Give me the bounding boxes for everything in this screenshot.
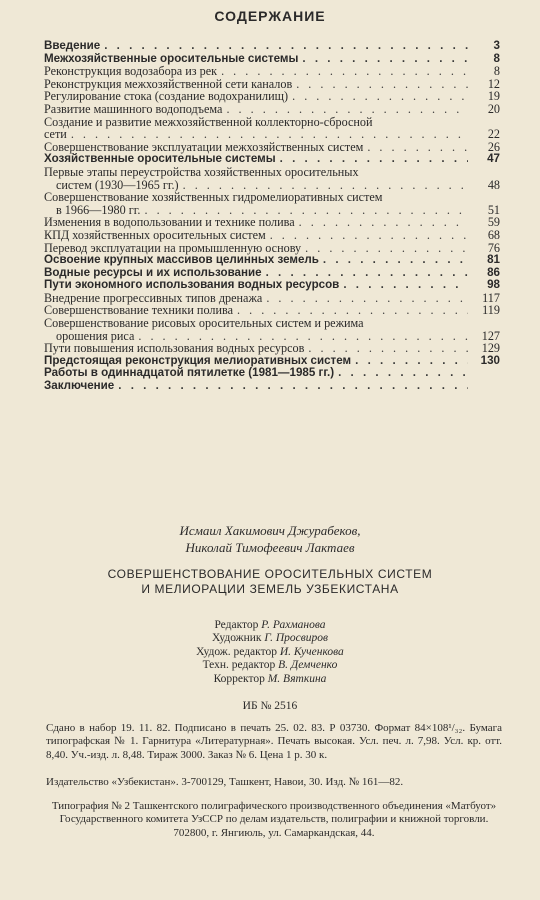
toc-page-number: 76 (487, 240, 500, 255)
editorial-staff (0, 619, 540, 686)
toc-entry-title: Хозяйственные оросительные системы (44, 152, 276, 166)
staff-line (0, 673, 540, 686)
toc-entry (44, 65, 500, 78)
leader-dots (292, 90, 468, 103)
toc-entry (44, 166, 500, 191)
toc-page-number: 86 (487, 265, 500, 279)
toc-entry (44, 103, 500, 116)
leader-dots (323, 254, 468, 267)
toc-page-number: 20 (487, 101, 500, 116)
contents-heading: СОДЕРЖАНИЕ (214, 8, 326, 24)
leader-dots (355, 355, 468, 368)
toc-entry-title: Развитие машинного водоподъема (44, 101, 223, 116)
leader-dots (71, 128, 468, 141)
toc-page-number: 22 (487, 127, 500, 142)
toc-page-number: 51 (487, 202, 500, 217)
table-of-contents (44, 40, 500, 393)
toc-page-number: 81 (487, 253, 500, 267)
toc-entry-title: систем (1930—1965 гг.) (56, 177, 179, 192)
toc-entry-title: Реконструкция водозабора из рек (44, 64, 218, 79)
staff-role: Художник (212, 632, 262, 645)
publisher-line: Издательство «Узбекистан». 3-700129, Ташкент, Навои, 30. Изд. № 161—82. (46, 776, 404, 788)
toc-page-number: 129 (481, 341, 500, 356)
colophon (0, 522, 540, 712)
toc-entry (44, 191, 500, 216)
leader-dots (299, 216, 468, 229)
toc-entry (44, 229, 500, 242)
toc-page-number: 59 (487, 215, 500, 230)
toc-page-number: 3 (493, 39, 500, 52)
toc-page-number: 19 (487, 89, 500, 104)
leader-dots (270, 229, 468, 242)
toc-entry-title: Заключение (44, 379, 115, 393)
toc-page-number: 12 (487, 76, 500, 91)
toc-entry (44, 254, 500, 267)
toc-entry-title: Введение (44, 39, 101, 52)
staff-name: В. Демченко (278, 659, 338, 672)
toc-entry-line: Создание и развитие межхозяйственной коллекторно-сбросной (44, 114, 373, 129)
toc-entry-title: Водные ресурсы и их использование (44, 265, 262, 279)
toc-entry-title: Перевод эксплуатации на промышленную основу (44, 240, 302, 255)
leader-dots (296, 78, 468, 91)
staff-line (0, 659, 540, 672)
leader-dots (305, 242, 468, 255)
toc-entry-title: Изменения в водопользовании и технике полива (44, 215, 295, 230)
toc-entry (44, 279, 500, 292)
toc-page-number: 8 (493, 64, 500, 79)
toc-entry-title: КПД хозяйственных оросительных систем (44, 227, 266, 242)
author-1: Исмаил Хакимович Джурабеков, (179, 523, 361, 538)
toc-entry-title: Работы в одиннадцатой пятилетке (1981—1985 гг.) (44, 366, 335, 380)
printer-info: Типография № 2 Ташкентского полиграфического производственного объединения «Матбуот» Государственного комитета УзССР по делам издательств, полиграфии и книжной торговли. 702800, г. Янгиюль, ул. Самаркандская, 44. (51, 800, 497, 839)
toc-entry (44, 380, 500, 393)
toc-entry (44, 40, 500, 53)
toc-entry (44, 317, 500, 342)
staff-name: И. Кученкова (279, 645, 344, 658)
toc-page-number: 68 (487, 227, 500, 242)
staff-role: Худож. редактор (196, 645, 277, 658)
book-title-line-1: СОВЕРШЕНСТВОВАНИЕ ОРОСИТЕЛЬНЫХ СИСТЕМ (107, 567, 433, 581)
staff-name: Р. Рахманова (261, 619, 326, 631)
toc-page-number: 47 (487, 152, 500, 166)
leader-dots (118, 380, 468, 393)
toc-page-number: 117 (482, 290, 500, 305)
leader-dots (367, 141, 468, 154)
toc-entry-title: Реконструкция межхозяйственной сети каналов (44, 76, 293, 91)
toc-page-number: 48 (487, 177, 500, 192)
staff-role: Техн. редактор (202, 659, 276, 672)
toc-entry-title: Пути экономного использования водных ресурсов (44, 278, 340, 292)
toc-entry-title: в 1966—1980 гг. (56, 202, 141, 217)
staff-name: Г. Просвиров (264, 632, 328, 645)
toc-page-number: 8 (493, 51, 500, 65)
toc-entry-title: Предстоящая реконструкция мелиоративных систем (44, 353, 352, 367)
toc-entry-title: Регулирование стока (создание водохранилищ) (44, 89, 289, 104)
print-details: Сдано в набор 19. 11. 82. Подписано в печать 25. 02. 83. Р 03730. Формат 84×108¹/₃₂. Бумага типографская № 1. Гарнитура «Литературная». Печать высокая. Усл. печ. л. 7,98. Усл. кр. отт. 8,40. Уч.-изд. л. 8,48. Тираж 3000. Заказ № 6. Цена 1 р. 30 к. (46, 722, 502, 761)
toc-entry-title: сети (44, 127, 67, 142)
leader-dots (302, 53, 468, 66)
toc-entry-line: Совершенствование хозяйственных гидромелиоративных систем (44, 190, 383, 205)
toc-entry-line: Совершенствование рисовых оросительных систем и режима (44, 316, 364, 331)
staff-line (0, 619, 540, 632)
toc-page-number: 130 (480, 353, 500, 367)
leader-dots (308, 342, 468, 355)
toc-page-number: 127 (481, 328, 500, 343)
toc-entry-title: Совершенствование эксплуатации межхозяйственных систем (44, 139, 364, 154)
staff-role: Редактор (214, 619, 259, 631)
staff-name: М. Вяткина (267, 672, 327, 685)
leader-dots (343, 279, 468, 292)
staff-role: Корректор (213, 672, 265, 685)
authors (0, 522, 540, 556)
toc-entry-title: Освоение крупных массивов целинных земель (44, 253, 319, 267)
toc-entry-line: Первые этапы переустройства хозяйственных оросительных (44, 164, 359, 179)
leader-dots (221, 65, 468, 78)
toc-entry (44, 342, 500, 355)
toc-entry-title: Пути повышения использования водных ресурсов (44, 341, 305, 356)
ib-number: ИБ № 2516 (242, 700, 298, 713)
toc-entry (44, 116, 500, 141)
leader-dots (338, 367, 468, 380)
author-2: Николай Тимофеевич Лактаев (185, 540, 355, 555)
toc-page-number: 98 (487, 278, 500, 292)
toc-page-number: 119 (482, 303, 500, 318)
toc-page-number: 26 (487, 139, 500, 154)
book-title (0, 567, 540, 597)
toc-entry-title: Межхозяйственные оросительные системы (44, 51, 299, 65)
leader-dots (226, 103, 468, 116)
toc-entry-title: Совершенствование техники полива (44, 303, 233, 318)
book-title-line-2: И МЕЛИОРАЦИИ ЗЕМЕЛЬ УЗБЕКИСТАНА (141, 582, 399, 596)
leader-dots (104, 40, 468, 53)
toc-entry-title: орошения риса (56, 328, 135, 343)
leader-dots (266, 292, 468, 305)
staff-line (0, 646, 540, 659)
staff-line (0, 632, 540, 645)
toc-entry-title: Внедрение прогрессивных типов дренажа (44, 290, 263, 305)
